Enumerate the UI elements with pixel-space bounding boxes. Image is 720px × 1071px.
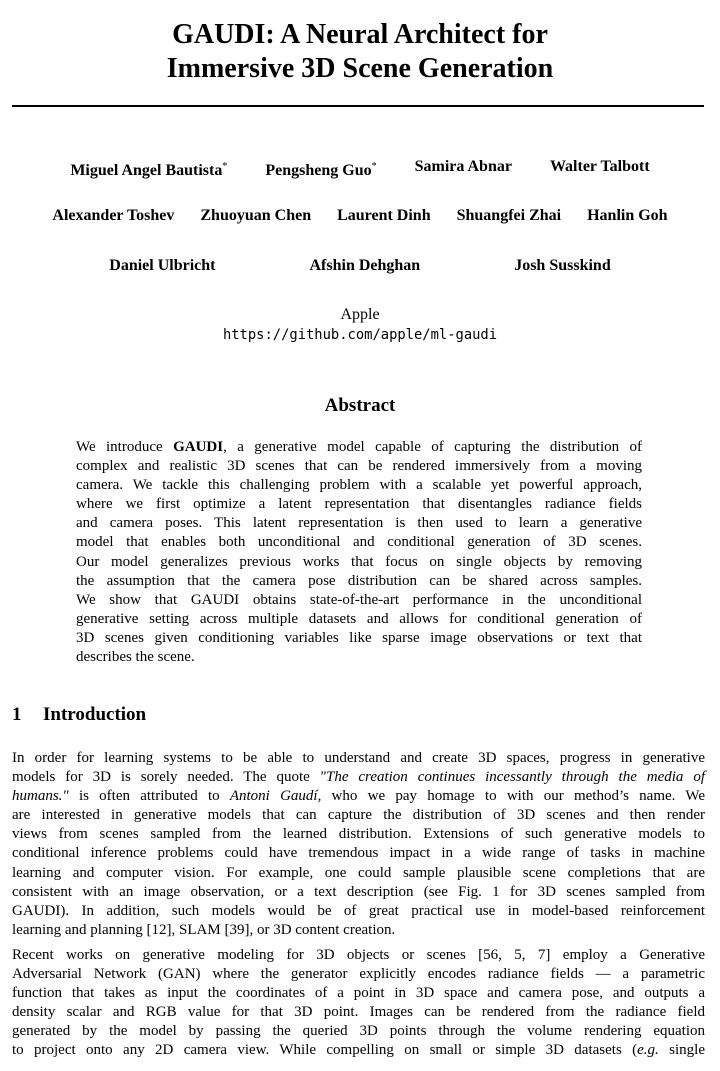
body-line: models for 3D is sorely needed. The quote "The creation continues incessantly through the media of bbox=[12, 769, 705, 786]
intro-paragraph-2 bbox=[12, 946, 705, 1061]
abstract-line: We show that GAUDI obtains state-of-the-art performance in the unconditional bbox=[76, 591, 642, 608]
abstract-body bbox=[76, 438, 642, 667]
title-rule bbox=[12, 105, 704, 107]
author-row-1 bbox=[0, 157, 720, 181]
body-line: function that takes as input the coordinates of a point in 3D space and camera pose, and outputs a bbox=[12, 985, 705, 1002]
abstract-line: generative setting across multiple datasets and allows for conditional generation of bbox=[76, 610, 642, 627]
quote-author: Antoni Gaudí bbox=[229, 788, 318, 805]
abstract-line: camera. We tackle this challenging problem with a scalable yet powerful approach, bbox=[76, 477, 642, 494]
body-line: views from scenes sampled from the learned distribution. Extensions of such generative models to bbox=[12, 826, 705, 843]
body-line: to project onto any 2D camera view. While compelling on small or simple 3D datasets (e.g. single bbox=[12, 1042, 705, 1059]
author-name: Josh Susskind bbox=[514, 257, 611, 274]
body-line: Recent works on generative modeling for 3D objects or scenes [56, 5, 7] employ a Generative bbox=[12, 947, 705, 963]
model-name: GAUDI bbox=[173, 439, 224, 455]
author-name: Miguel Angel Bautista* bbox=[70, 161, 228, 180]
body-line: Adversarial Network (GAN) where the generator explicitly encodes radiance fields — a parametric bbox=[12, 966, 705, 983]
abstract-line: describes the scene. bbox=[76, 649, 195, 666]
quote-text: "The creation continues incessantly through the media of bbox=[319, 769, 705, 786]
abstract-line: 3D scenes given conditioning variables like sparse image observations or text that bbox=[76, 629, 642, 646]
affiliation: Apple bbox=[340, 306, 380, 323]
author-name: Daniel Ulbricht bbox=[109, 257, 216, 274]
body-line: learning and planning [12], SLAM [39], or 3D content creation. bbox=[12, 921, 396, 938]
author-name: Zhuoyuan Chen bbox=[200, 207, 312, 224]
abstract-line: We introduce GAUDI, a generative model capable of capturing the distribution of bbox=[76, 439, 643, 455]
author-name: Afshin Dehghan bbox=[309, 257, 421, 274]
author-name: Hanlin Goh bbox=[587, 207, 668, 224]
abstract-line: the assumption that the camera pose distribution can be shared across samples. bbox=[76, 572, 642, 589]
quote-text: humans." bbox=[12, 788, 69, 805]
author-row-3 bbox=[0, 256, 720, 276]
section-number: 1 bbox=[12, 704, 22, 725]
abstract-line: complex and realistic 3D scenes that can be rendered immersively from a moving bbox=[76, 458, 642, 475]
section-heading bbox=[12, 703, 146, 727]
body-line: density scalar and RGB value for that 3D point. Images can be rendered from the radiance field bbox=[12, 1004, 705, 1021]
body-line: are interested in generative models that can capture the distribution of 3D scenes and then render bbox=[12, 807, 705, 824]
body-line: generated by the model by passing the queried 3D points through the volume rendering equation bbox=[12, 1023, 705, 1040]
code-url[interactable]: https://github.com/apple/ml-gaudi bbox=[222, 327, 498, 343]
body-line: consistent with an image observation, or a text description (see Fig. 1 for 3D scenes sampled from bbox=[12, 883, 705, 900]
author-name: Alexander Toshev bbox=[52, 207, 175, 224]
section-title: Introduction bbox=[43, 704, 147, 725]
intro-paragraph-1 bbox=[12, 749, 705, 940]
title-line-2: Immersive 3D Scene Generation bbox=[166, 53, 554, 84]
abstract-line: and camera poses. This latent representation is then used to learn a generative bbox=[76, 515, 642, 532]
abstract-heading: Abstract bbox=[324, 395, 396, 416]
body-line: learning and computer vision. For example, one could sample plausible scene completions that are bbox=[12, 864, 705, 881]
body-line: In order for learning systems to be able to understand and create 3D spaces, progress in generative bbox=[12, 750, 705, 766]
eg-abbrev: e.g. bbox=[637, 1042, 659, 1059]
author-name: Pengsheng Guo* bbox=[265, 161, 377, 180]
body-line: humans." is often attributed to Antoni Gaudí, who we pay homage to with our method’s name. We bbox=[12, 788, 705, 805]
abstract-line: Our model generalizes previous works that focus on single objects by removing bbox=[76, 553, 642, 570]
author-name: Shuangfei Zhai bbox=[456, 207, 562, 224]
paper-title bbox=[0, 18, 720, 86]
body-line: conditional inference problems could have tremendous impact in a wide range of tasks in machine bbox=[12, 845, 705, 862]
author-row-2 bbox=[0, 206, 720, 226]
body-line: GAUDI). In addition, such models would be of great practical use in model-based reinforcement bbox=[12, 902, 705, 919]
author-name: Walter Talbott bbox=[549, 158, 650, 175]
author-name: Samira Abnar bbox=[414, 158, 512, 175]
abstract-line: where we first optimize a latent representation that disentangles radiance fields bbox=[76, 496, 642, 513]
author-name: Laurent Dinh bbox=[337, 207, 431, 224]
title-line-1: GAUDI: A Neural Architect for bbox=[172, 19, 548, 50]
abstract-line: model that enables both unconditional and conditional generation of 3D scenes. bbox=[76, 534, 642, 551]
